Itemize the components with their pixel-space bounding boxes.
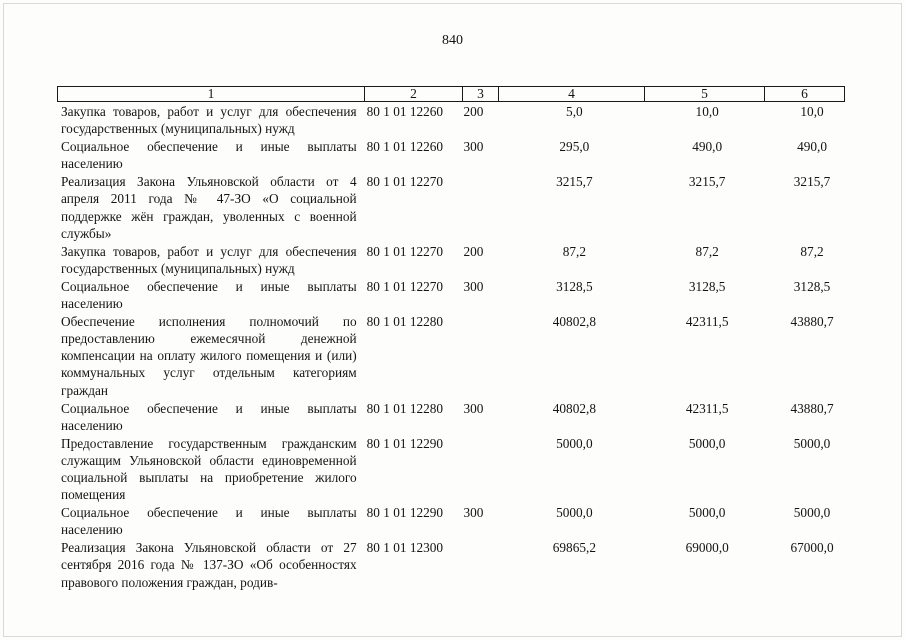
- table-row: [57, 400, 857, 434]
- table-row: [57, 539, 857, 590]
- row-value-col4: 40802,8: [552, 314, 596, 330]
- row-description: Закупка товаров, работ и услуг для обеспечения государственных (муниципальных) нужд: [61, 104, 357, 137]
- row-value-col5: 42311,5: [685, 400, 729, 416]
- row-value-col5: 5000,0: [688, 505, 726, 521]
- row-value-col6: 43880,7: [790, 400, 834, 416]
- row-value-col5: 3128,5: [688, 278, 726, 294]
- row-value-col6: 5000,0: [793, 435, 831, 451]
- row-value-col4: 87,2: [562, 243, 586, 259]
- row-code: 80 1 01 12270: [366, 174, 444, 190]
- row-description: Социальное обеспечение и иные выплаты населению: [61, 505, 357, 538]
- row-value-col4: 3128,5: [556, 278, 593, 294]
- row-code: 80 1 01 12260: [366, 139, 444, 155]
- row-value-col5: 3215,7: [688, 174, 726, 190]
- row-expense-type: 300: [463, 139, 484, 155]
- row-description: Социальное обеспечение и иные выплаты населению: [61, 400, 357, 433]
- row-value-col4: 5000,0: [556, 435, 593, 451]
- row-description: Реализация Закона Ульяновской области от 4 апреля 2011 года № 47-ЗО «О социальной поддержке жён граждан, уволенных с военной службы»: [61, 174, 357, 241]
- row-value-col5: 5000,0: [688, 435, 726, 451]
- row-description: Предоставление государственным гражданским служащим Ульяновской области единовременной социальной выплаты на приобретение жилого помещения: [61, 435, 357, 503]
- row-value-col4: 3215,7: [556, 174, 593, 190]
- table-row: [57, 243, 857, 277]
- row-code: 80 1 01 12270: [366, 243, 444, 259]
- row-value-col4: 5000,0: [556, 505, 593, 521]
- row-value-col5: 87,2: [695, 243, 719, 259]
- row-value-col4: 5,0: [566, 104, 583, 119]
- row-value-col4: 40802,8: [552, 400, 596, 416]
- table-header: [57, 86, 845, 102]
- row-description: Социальное обеспечение и иные выплаты населению: [61, 139, 357, 172]
- row-value-col5: 490,0: [692, 139, 723, 155]
- row-value-col6: 87,2: [800, 243, 824, 259]
- row-description: Реализация Закона Ульяновской области от 27 сентября 2016 года № 137-ЗО «Об особенностях правового положения граждан, родив-: [61, 540, 357, 590]
- row-expense-type: 200: [463, 243, 484, 259]
- row-value-col6: 10,0: [800, 104, 824, 119]
- header-col-4: 4: [499, 87, 645, 101]
- row-description: Социальное обеспечение и иные выплаты населению: [61, 278, 357, 312]
- table-row: [57, 103, 857, 137]
- row-value-col6: 3215,7: [793, 174, 831, 190]
- table-row: [57, 138, 857, 172]
- page-number: 840: [442, 33, 463, 48]
- row-code: 80 1 01 12280: [366, 314, 444, 330]
- table-body: [57, 103, 857, 592]
- row-code: 80 1 01 12290: [366, 505, 444, 521]
- row-value-col4: 69865,2: [552, 540, 596, 556]
- header-col-1: 1: [58, 87, 365, 101]
- header-col-5: 5: [645, 87, 765, 101]
- row-value-col6: 67000,0: [790, 540, 834, 556]
- row-value-col5: 42311,5: [685, 314, 729, 330]
- row-expense-type: 300: [463, 505, 484, 521]
- table-row: [57, 435, 857, 503]
- row-code: 80 1 01 12270: [366, 278, 444, 294]
- row-code: 80 1 01 12290: [366, 435, 444, 451]
- row-value-col6: 43880,7: [790, 314, 834, 330]
- header-col-2: 2: [365, 87, 463, 101]
- row-value-col6: 490,0: [797, 139, 828, 155]
- table-row: [57, 313, 857, 398]
- row-description: Закупка товаров, работ и услуг для обеспечения государственных (муниципальных) нужд: [61, 243, 357, 276]
- header-col-6: 6: [801, 86, 808, 101]
- row-expense-type: 200: [463, 104, 484, 119]
- row-value-col6: 5000,0: [793, 505, 831, 521]
- row-code: 80 1 01 12300: [366, 540, 444, 556]
- row-expense-type: 300: [463, 278, 484, 294]
- row-value-col4: 295,0: [559, 139, 590, 155]
- header-col-3: 3: [463, 87, 499, 101]
- row-expense-type: 300: [463, 400, 484, 416]
- table-row: [57, 173, 857, 241]
- row-code: 80 1 01 12260: [366, 104, 444, 119]
- row-value-col6: 3128,5: [793, 278, 831, 294]
- table-row: [57, 504, 857, 538]
- row-value-col5: 10,0: [695, 104, 719, 119]
- row-description: Обеспечение исполнения полномочий по предоставлению ежемесячной денежной компенсации на оплату жилого помещения и (или) коммунальных услуг отдельным категориям граждан: [61, 314, 357, 398]
- row-code: 80 1 01 12280: [366, 400, 444, 416]
- row-value-col5: 69000,0: [685, 540, 729, 556]
- table-row: [57, 278, 857, 312]
